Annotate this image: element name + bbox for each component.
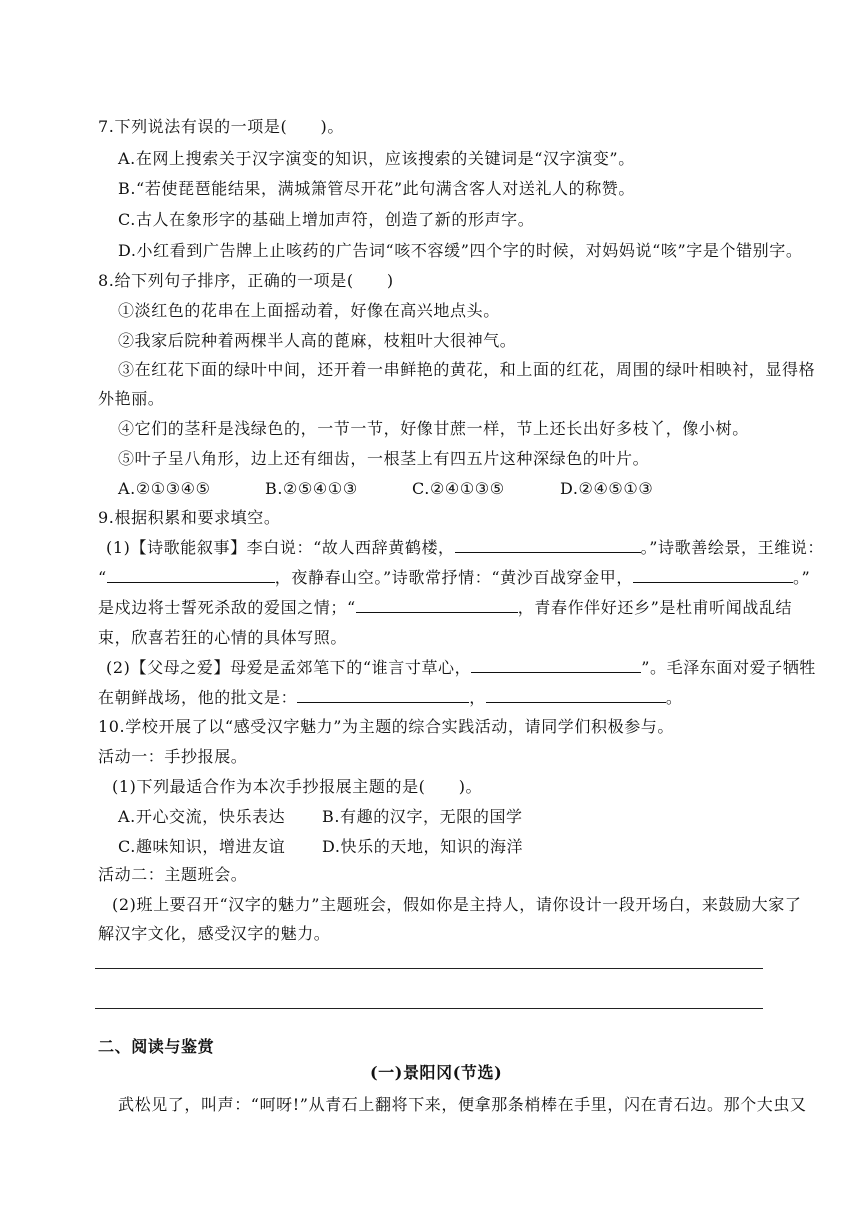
q8-sentence-3: ③在红花下面的绿叶中间，还开着一串鲜艳的黄花，和上面的红花，周围的绿叶相映衬，显得格: [118, 360, 816, 379]
q8-sentence-1: ①淡红色的花串在上面摇动着，好像在高兴地点头。: [118, 301, 500, 320]
q9-text: ，: [469, 688, 486, 707]
q9-text: (1)【诗歌能叙事】李白说：“故人西辞黄鹤楼，: [106, 538, 455, 557]
fill-blank[interactable]: [471, 658, 641, 673]
q8-option-b: B.②⑤④①③: [265, 479, 358, 498]
section-heading: 二、阅读与鉴赏: [98, 1037, 215, 1056]
passage-title: (一)景阳冈(节选): [370, 1063, 503, 1082]
q10-sub-2: (2)班上要召开“汉字的魅力”主题班会，假如你是主持人，请你设计一段开场白，来鼓励大家了: [112, 895, 802, 914]
q9-text: 是戍边将士誓死杀敌的爱国之情；“: [98, 598, 356, 617]
q9-line-6: [98, 687, 682, 709]
q9-text: 。”: [792, 568, 811, 587]
q9-text: 。”诗歌善绘景，王维说：: [640, 538, 825, 557]
q7-stem: 7.下列说法有误的一项是( )。: [98, 117, 344, 136]
q8-sentence-5: ⑤叶子呈八角形，边上还有细齿，一根茎上有四五片这种深绿色的叶片。: [118, 449, 650, 468]
q10-stem: 10.学校开展了以“感受汉字魅力”为主题的综合实践活动，请同学们积极参与。: [98, 717, 675, 736]
q9-stem: 9.根据积累和要求填空。: [98, 508, 281, 527]
q9-line-1: [106, 537, 824, 559]
q9-text: “: [98, 568, 107, 587]
q10-option-d: D.快乐的天地，知识的海洋: [322, 837, 524, 856]
q7-option-c: C.古人在象形字的基础上增加声符，创造了新的形声字。: [118, 210, 535, 229]
q8-option-d: D.②④⑤①③: [560, 479, 654, 498]
q10-sub-1: (1)下列最适合作为本次手抄报展主题的是( )。: [112, 777, 483, 796]
q8-option-c: C.②④①③⑤: [412, 479, 505, 498]
activity-1: 活动一：手抄报展。: [98, 747, 248, 766]
q9-line-5: [106, 657, 816, 679]
q8-stem: 8.给下列句子排序，正确的一项是( ): [98, 271, 394, 290]
q9-text: ”。毛泽东面对爱子牺牲: [641, 658, 817, 677]
answer-line[interactable]: [95, 1008, 763, 1009]
q9-text: ，青春作伴好还乡”是杜甫听闻战乱结: [517, 598, 793, 617]
q9-text: 在朝鲜战场，他的批文是：: [98, 688, 298, 707]
q9-line-4: 束，欣喜若狂的心情的具体写照。: [98, 628, 348, 647]
q8-sentence-4: ④它们的茎秆是浅绿色的，一节一节，好像甘蔗一样，节上还长出好多枝丫，像小树。: [118, 419, 749, 438]
q10-option-c: C.趣味知识，增进友谊: [118, 837, 286, 856]
q7-option-a: A.在网上搜索关于汉字演变的知识，应该搜索的关键词是“汉字演变”。: [118, 149, 635, 168]
q7-option-b: B.“若使琵琶能结果，满城箫管尽开花”此句满含客人对送礼人的称赞。: [118, 179, 636, 198]
fill-blank[interactable]: [455, 538, 641, 553]
q8-sentence-2: ②我家后院种着两棵半人高的蓖麻，枝粗叶大很神气。: [118, 331, 517, 350]
fill-blank[interactable]: [297, 688, 469, 703]
fill-blank[interactable]: [356, 598, 518, 613]
activity-2: 活动二：主题班会。: [98, 865, 248, 884]
fill-blank[interactable]: [107, 568, 275, 583]
q9-line-3: [98, 597, 792, 619]
q9-text: ，夜静春山空。”诗歌常抒情：“黄沙百战穿金甲，: [274, 568, 633, 587]
q9-text: (2)【父母之爱】母爱是孟郊笔下的“谁言寸草心，: [106, 658, 472, 677]
q9-text: 。: [665, 688, 683, 707]
q9-line-2: [98, 567, 810, 589]
answer-line[interactable]: [95, 968, 763, 969]
fill-blank[interactable]: [486, 688, 666, 703]
q10-option-a: A.开心交流，快乐表达: [118, 807, 286, 826]
q7-option-d: D.小红看到广告牌上止咳药的广告词“咳不容缓”四个字的时候，对妈妈说“咳”字是个错别字。: [118, 241, 803, 260]
q10-option-b: B.有趣的汉字，无限的国学: [322, 807, 523, 826]
q8-option-a: A.②①③④⑤: [118, 479, 211, 498]
q10-sub-2-cont: 解汉字文化，感受汉字的魅力。: [98, 924, 331, 943]
q8-sentence-3-cont: 外艳丽。: [98, 389, 165, 408]
passage-line: 武松见了，叫声：“呵呀!”从青石上翻将下来，便拿那条梢棒在手里，闪在青石边。那个大虫又: [118, 1095, 807, 1114]
fill-blank[interactable]: [633, 568, 793, 583]
